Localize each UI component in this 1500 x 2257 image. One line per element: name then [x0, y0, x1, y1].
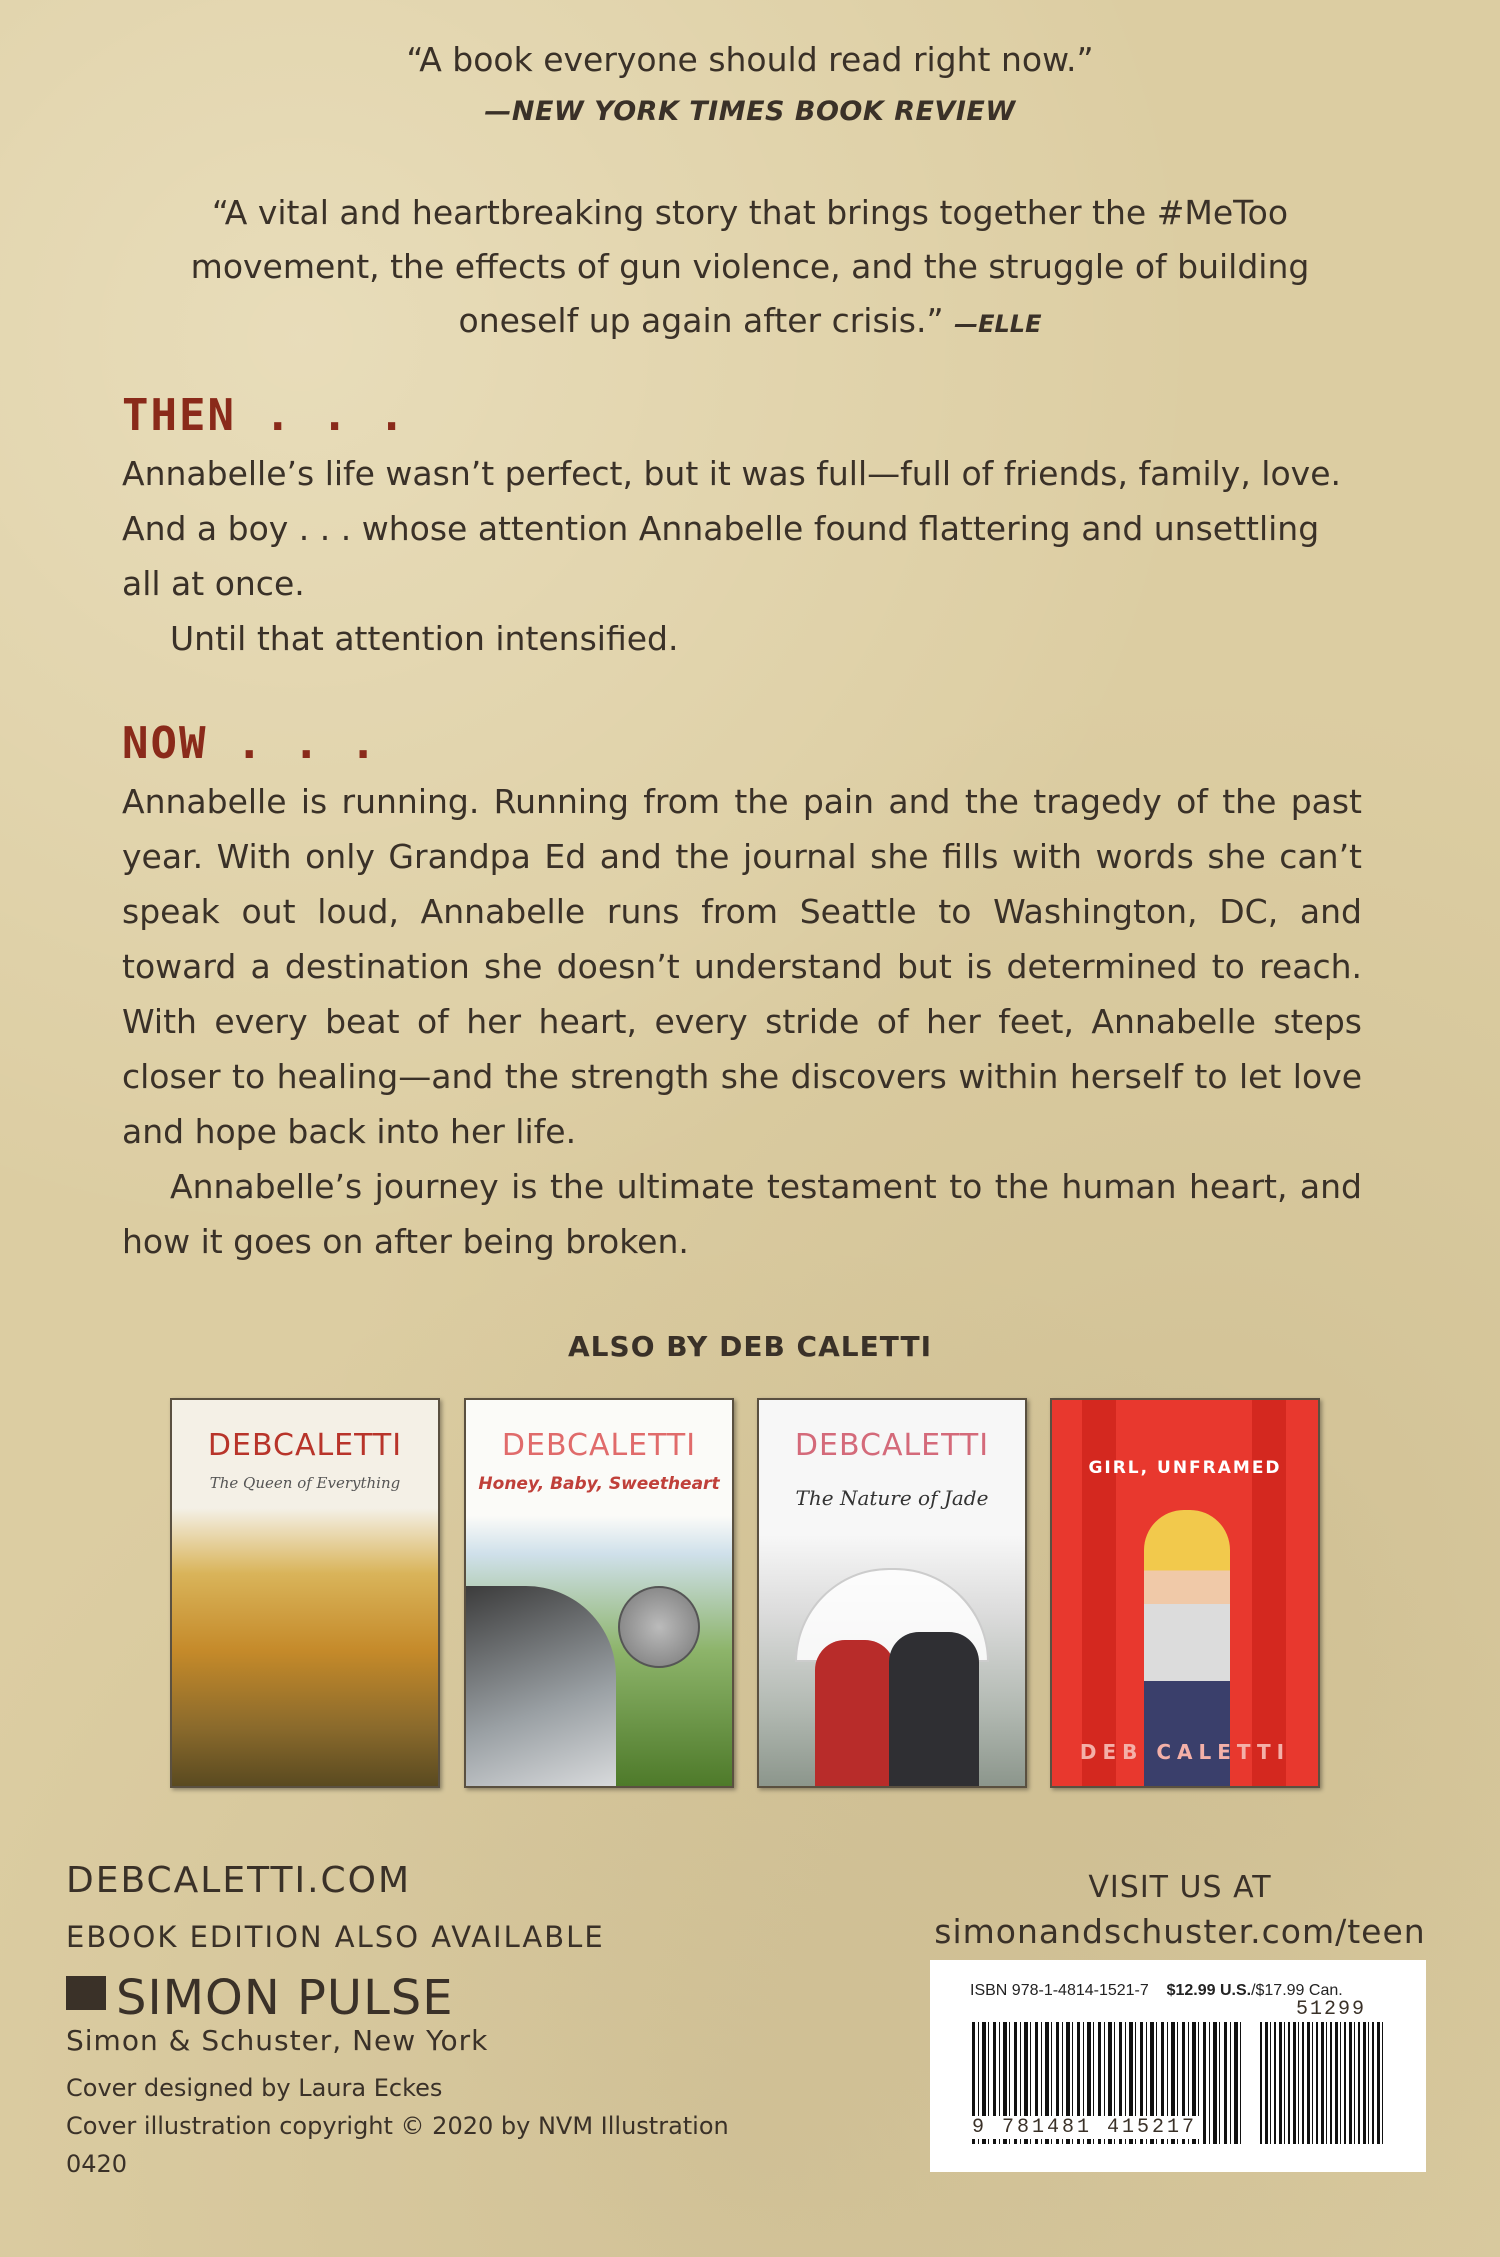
cover-title: The Nature of Jade — [795, 1486, 989, 1510]
price-code: 51299 — [1296, 1998, 1367, 2021]
cover-author: DEBCALETTI — [794, 1428, 990, 1463]
cover-person-illustration — [815, 1640, 895, 1786]
award-seal-icon — [618, 1586, 700, 1668]
book-cover-nature-of-jade — [757, 1398, 1027, 1788]
review-source-2: —ELLE — [954, 310, 1042, 338]
cover-design-credit: Cover designed by Laura Eckes — [66, 2074, 443, 2102]
cover-illustration-credit: Cover illustration copyright © 2020 by NVM Illustration — [66, 2112, 729, 2140]
cover-title: Honey, Baby, Sweetheart — [478, 1474, 720, 1494]
barcode-panel — [930, 1960, 1426, 2172]
cover-title: GIRL, UNFRAMED — [1088, 1458, 1282, 1478]
visit-label: VISIT US AT — [1088, 1870, 1272, 1905]
review-quote-1: “A book everyone should read right now.” — [406, 40, 1094, 79]
then-heading: THEN . . . — [122, 390, 407, 441]
print-code: 0420 — [66, 2150, 128, 2178]
price-barcode — [1260, 2022, 1386, 2144]
book-cover-honey-baby-sweetheart — [464, 1398, 734, 1788]
ebook-notice: EBOOK EDITION ALSO AVAILABLE — [66, 1920, 605, 1954]
review-quote-2-text: “A vital and heartbreaking story that brings together the #MeToo movement, the effects of gun violence, and the struggle of building oneself up again after crisis.” — [190, 193, 1310, 340]
now-paragraph-2: Annabelle’s journey is the ultimate testament to the human heart, and how it goes on after being broken. — [122, 1167, 1362, 1261]
then-paragraph-2: Until that attention intensified. — [170, 619, 679, 658]
now-paragraph-1: Annabelle is running. Running from the pain and the tragedy of the past year. With only Grandpa Ed and the journal she fills with words she can’t speak out loud, Annabelle runs from Seattle to Washington, DC, and toward a destination she doesn’t understand but is determined to reach. With every beat of her heart, every stride of her feet, Annabelle steps closer to healing—and the strength she discovers within herself to let love and hope back into her life. — [122, 782, 1362, 1151]
price-us: $12.99 U.S. — [1166, 1982, 1252, 1999]
review-quote-2 — [190, 186, 1310, 351]
imprint-name: SIMON PULSE — [116, 1970, 454, 2026]
cover-person-illustration — [889, 1632, 979, 1786]
publisher-url: simonandschuster.com/teen — [934, 1912, 1426, 1951]
cover-author: DEBCALETTI — [501, 1428, 697, 1463]
review-source-1: —NEW YORK TIMES BOOK REVIEW — [484, 96, 1016, 127]
also-by-heading: ALSO BY DEB CALETTI — [568, 1330, 932, 1363]
book-cover-queen-of-everything — [170, 1398, 440, 1788]
now-heading: NOW . . . — [122, 718, 379, 769]
imprint-logo — [66, 1970, 454, 2026]
isbn-price-line — [970, 1982, 1343, 2000]
author-website: DEBCALETTI.COM — [66, 1860, 412, 1901]
isbn-text: ISBN 978-1-4814-1521-7 — [970, 1982, 1149, 1999]
cover-title: The Queen of Everything — [209, 1474, 401, 1492]
book-covers-row — [170, 1398, 1320, 1788]
barcode-number: 9 781481 415217 — [972, 2116, 1198, 2139]
now-section — [122, 774, 1362, 1269]
then-paragraph-1: Annabelle’s life wasn’t perfect, but it was full—full of friends, family, love. And a boy . . . whose attention Annabelle found flattering and unsettling all at once. — [122, 454, 1341, 603]
then-section — [122, 446, 1362, 666]
cover-author: DEBCALETTI — [207, 1428, 403, 1463]
book-cover-girl-unframed — [1050, 1398, 1320, 1788]
cover-car-illustration — [466, 1586, 616, 1786]
publisher-line: Simon & Schuster, New York — [66, 2024, 489, 2057]
simon-pulse-logo-icon — [66, 1976, 106, 2010]
cover-author: DEB CALETTI — [1079, 1740, 1291, 1764]
price-can: /$17.99 Can. — [1251, 1982, 1343, 1999]
